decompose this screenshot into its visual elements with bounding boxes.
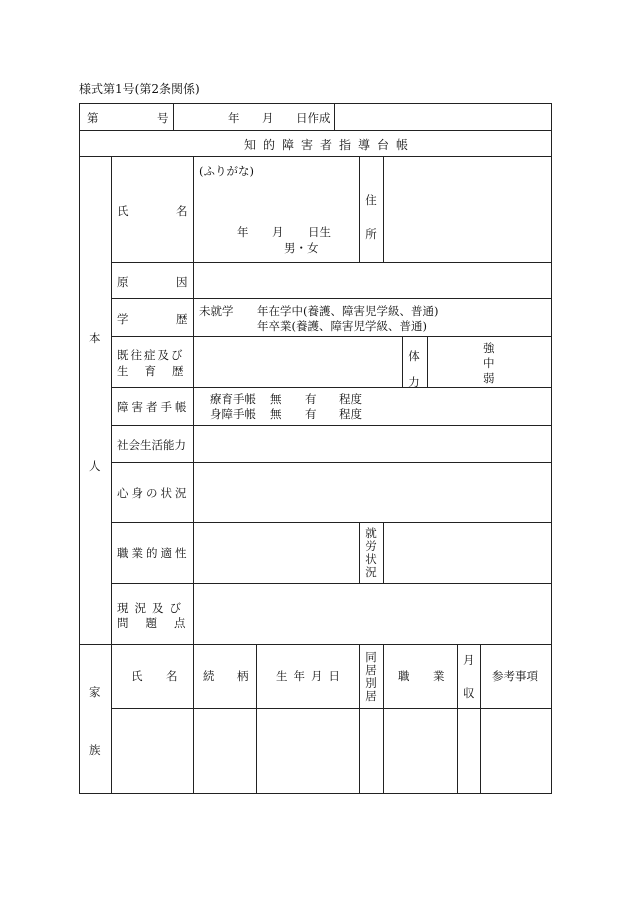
birth-year-label: 年 — [237, 225, 249, 239]
divider — [111, 583, 552, 584]
divider — [334, 103, 335, 130]
cause-label-in: 因 — [176, 275, 188, 289]
family-col-income-tsuki: 月 — [463, 653, 475, 667]
history-label-line2: 生育歴 — [117, 364, 200, 378]
handbook-shinsho-degree: 程度 — [339, 407, 362, 421]
ledger-title: 知的障害者指導台帳 — [244, 138, 416, 152]
divider — [402, 336, 403, 387]
divider — [193, 156, 194, 793]
divider — [383, 156, 384, 262]
border-right — [551, 103, 552, 793]
divider — [111, 298, 552, 299]
divider — [111, 387, 552, 388]
vocation-label: 職業的適性 — [117, 546, 190, 560]
divider — [359, 156, 360, 262]
family-col-income-shu: 収 — [463, 686, 475, 700]
divider — [359, 522, 360, 583]
handbook-ryoiku-has: 有 — [305, 392, 317, 406]
education-label-reki: 歴 — [176, 312, 188, 326]
divider — [427, 336, 428, 387]
divider — [111, 462, 552, 463]
handbook-ryoiku-degree: 程度 — [339, 392, 362, 406]
family-col-notes: 参考事項 — [492, 669, 538, 683]
date-created-label: 日作成 — [296, 111, 331, 125]
family-col-cohabit: 同居別居 — [365, 650, 377, 703]
situation-label-line1: 現況及び — [117, 601, 187, 615]
birth-day-label: 日生 — [308, 225, 331, 239]
employment-label: 就労状況 — [365, 526, 377, 579]
mind-body-label: 心身の状況 — [117, 486, 190, 500]
handbook-ryoiku: 療育手帳 — [210, 392, 256, 406]
address-label: 住所 — [365, 193, 377, 241]
date-month-label: 月 — [262, 111, 274, 125]
education-enrolled: 年在学中(養護、障害児学級、普通) — [257, 304, 439, 318]
birth-month-label: 月 — [272, 225, 284, 239]
handbook-shinsho-none: 無 — [270, 407, 282, 421]
situation-label-line2: 問題点 — [117, 616, 203, 630]
section-person-hon: 本 — [89, 331, 101, 345]
divider — [359, 644, 360, 793]
number-prefix: 第 — [87, 111, 99, 125]
divider — [111, 336, 552, 337]
divider — [457, 644, 458, 793]
family-col-job-gyo: 業 — [433, 669, 445, 683]
history-label-line1: 既往症及び — [117, 348, 185, 362]
divider — [111, 156, 112, 793]
gender-options: 男・女 — [284, 241, 319, 255]
divider — [111, 262, 552, 263]
education-label-gaku: 学 — [117, 312, 129, 326]
border-top — [79, 103, 552, 104]
handbook-shinsho: 身障手帳 — [210, 407, 256, 421]
family-col-rel-zoku: 続 — [203, 669, 215, 683]
divider — [173, 103, 174, 130]
strength-label: 体力 — [408, 349, 420, 389]
strength-strong: 強 — [483, 341, 495, 355]
name-label-mei: 名 — [176, 204, 188, 218]
divider — [79, 156, 552, 157]
divider — [79, 130, 552, 131]
number-suffix: 号 — [157, 111, 169, 125]
divider — [79, 644, 552, 645]
handbook-shinsho-has: 有 — [305, 407, 317, 421]
divider — [383, 522, 384, 583]
family-col-job-shoku: 職 — [398, 669, 410, 683]
social-label: 社会生活能力 — [117, 438, 186, 452]
divider — [111, 425, 552, 426]
cause-label-gen: 原 — [117, 275, 129, 289]
form-title: 様式第1号(第2条関係) — [79, 82, 200, 96]
border-left — [79, 103, 80, 793]
divider — [383, 644, 384, 793]
family-col-name-mei: 名 — [166, 669, 178, 683]
divider — [256, 644, 257, 793]
name-label-shi: 氏 — [117, 204, 129, 218]
education-graduated: 年卒業(養護、障害児学級、普通) — [257, 319, 427, 333]
date-year-label: 年 — [228, 111, 240, 125]
education-preschool: 未就学 — [199, 304, 234, 318]
handbook-label: 障害者手帳 — [117, 400, 190, 414]
divider — [111, 708, 552, 709]
section-family-ka: 家 — [89, 685, 101, 699]
section-family-zoku: 族 — [89, 743, 101, 757]
furigana-label: (ふりがな) — [199, 164, 254, 178]
strength-weak: 弱 — [483, 371, 495, 385]
family-col-birth: 生年月日 — [276, 669, 346, 683]
family-col-name-shi: 氏 — [131, 669, 143, 683]
family-col-rel-gara: 柄 — [237, 669, 249, 683]
border-bottom — [79, 793, 552, 794]
strength-medium: 中 — [483, 356, 495, 370]
handbook-ryoiku-none: 無 — [270, 392, 282, 406]
divider — [111, 522, 552, 523]
divider — [480, 644, 481, 793]
section-person-nin: 人 — [89, 459, 101, 473]
